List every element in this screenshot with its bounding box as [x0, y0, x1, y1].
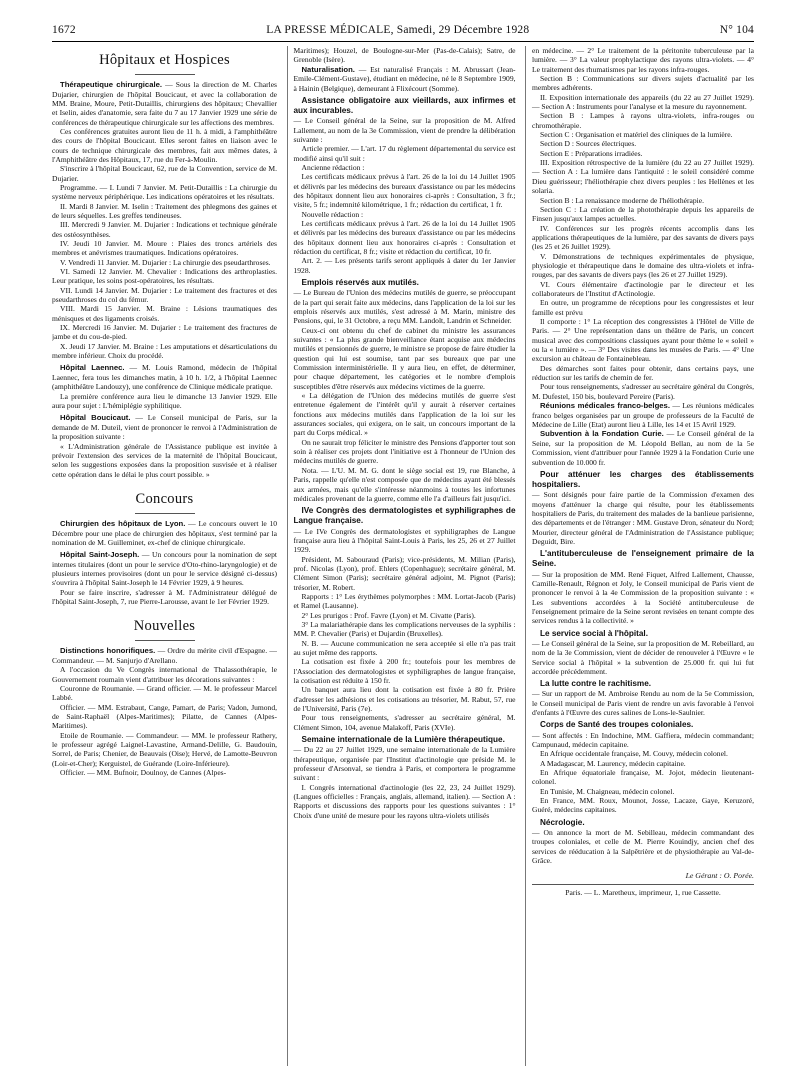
paragraph: S'inscrire à l'hôpital Boucicaut, 62, rue de la Convention, service de M. Dujarier. [52, 164, 277, 183]
paragraph: I. Congrès international d'actinologie (les 22, 23, 24 Juillet 1929). (Langues officielles : Français, anglais, allemand, italien). — Section A : Rapports et discussions des rapports pour les questions suivantes : 1° Choix d'une unité de mesure pour les rayons ultra-violets utilisés [293, 782, 516, 820]
column-1 [52, 46, 277, 1066]
paragraph: Ceux-ci ont obtenu du chef de cabinet du ministre les assurances suivantes : « La plus grande bienveillance étant acquise aux médecins mutilés et pensionnés de guerre, le ministre se propose de faire étudier la question qui lui est soumise, tant par ses bureaux que par une Commission interministérielle. Il y aura lieu, en effet, de déterminer, pour chaque département, les catégories et le nombre d'emplois susceptibles d'être réservés aux médecins victimes de la guerre. [293, 325, 516, 391]
paragraph: Article premier. — L'art. 17 du règlement départemental du service est modifié ainsi qu'il suit : [293, 144, 516, 163]
article-naturalisation: Naturalisation. — Est naturalisé Français : M. Abrussart (Jean-Emile-Clément-Gustave), étudiant en médecine, né le 8 Septembre 1909, à Hainin (Belgique), demeurant à Flixécourt (Somme). [293, 64, 516, 93]
paragraph: La première conférence aura lieu le dimanche 13 Janvier 1929. Elle aura pour sujet : L'hémiplégie syphilitique. [52, 391, 277, 411]
paragraph: On ne saurait trop féliciter le ministre des Pensions d'apporter tout son soin à réaliser ces projets dont l'initiative est à l'honneur de l'Union des médecins mutilés de guerre. [293, 437, 516, 466]
paragraph: II. Exposition internationale des appareils (du 22 au 27 Juillet 1929). — Section A : Instruments pour l'analyse et la mesure du rayonnement. [532, 92, 754, 112]
article-heading: Chirurgien des hôpitaux de Lyon. [60, 518, 186, 528]
article-service-social: Le service social à l'hôpital. — Le Conseil général de la Seine, sur la proposition de M. Rebeillard, au nom de la 3e Commission, vient de décider de renouveler à l'Œuvre « le Service social à l'hôpital » la subvention de 25.000 fr. qui lui fut accordée précédemment. [532, 628, 754, 676]
paragraph: « L'Administration générale de l'Assistance publique est invitée à prévoir l'extension des services de la maternité de l'hôpital Boucicaut, selon les suggestions exposées dans la proposition susvisée et à réaliser cette opération dans le délai le plus court possible. » [52, 441, 277, 479]
paragraph: En Afrique occidentale française, M. Couvy, médecin colonel. [540, 749, 728, 759]
article-distinctions: Distinctions honorifiques. — Ordre du mérite civil d'Espagne. — Commandeur. — M. Sanjurjo d'Arellano. [52, 646, 277, 665]
article-heading: Hôpital Boucicaut. [60, 413, 131, 423]
issue-number: N° 104 [719, 24, 754, 36]
paragraph: 2° Les prurigos : Prof. Favre (Lyon) et M. Civatte (Paris). [301, 610, 476, 620]
article-laennec: Hôpital Laennec. — M. Louis Ramond, médecin de l'hôpital Laennec, fera tous les dimanches matin, à 10 h. 1/2, à l'hôpital Laennec (amphithéâtre Landouzy), une conférence de Clinique médicale pratique. [52, 363, 277, 392]
program-item: V. Vendredi 11 Janvier. M. Dujarier : La chirurgie des pseudarthroses. [60, 257, 271, 267]
paragraph: Un banquet aura lieu dont la cotisation est fixée à 80 fr. Prière d'adresser les adhésions et les cotisations au trésorier, M. Rabut, 57, rue de l'Université, Paris (7e). [293, 685, 516, 714]
paragraph: Officier. — MM. Bufnoir, Doulnoy, de Cannes (Alpes- [60, 768, 227, 778]
paragraph: Etoile de Roumanie. — Commandeur. — MM. le professeur Rathery, le professeur agrégé Laignel-Lavastine, Armand-Delille, G. Baudouin, Sorrel, de Paris; Chenier, de Beauvais (Oise); Hervé, de Lamotte-Beuvron (Loir-et-Cher); Kerguistel, de Guérande (Loire-Inférieure). [52, 730, 277, 768]
header-rule [52, 41, 754, 42]
paragraph: En Tunisie, M. Chaigneau, médecin colonel. [540, 786, 675, 796]
paragraph: Art. 2. — Les présents tarifs seront appliqués à dater du 1er Janvier 1928. [293, 256, 516, 275]
article-heading: Pour atténuer les charges des établissements hospitaliers. [532, 469, 754, 490]
paragraph: III. Exposition rétrospective de la lumière (du 22 au 27 Juillet 1929). — Section A : La lumière dans l'antiquité : le soleil considéré comme Dieu guérisseur; l'héliothérapie chez divers peuples : les Hellènes et les solaria. [532, 158, 754, 196]
paragraph: Les certificats médicaux prévus à l'art. 26 de la loi du 14 Juillet 1905 et délivrés par les médecins des bureaux d'assistance ou par les médecins des hôpitaux donnent lieu aux honoraires ci-après : Consultation, 3 fr.; visite, 5 fr.; indemnité kilométrique, 1 fr.; rédaction du certificat, 1 fr. [293, 172, 516, 210]
article-heading: Subvention à la Fondation Curie. [540, 429, 664, 439]
paragraph: Ces conférences gratuites auront lieu de 11 h. à midi, à l'amphithéâtre des cours de l'hôpital Boucicaut. Elles seront faites en liaison avec le cours de technique chirurgicale des membres, fait aux mêmes dates, à l'Amphithéâtre des Hôpitaux, 17, rue du Fer-à-Moulin. [52, 126, 277, 164]
paragraph: Pour tous renseignements, s'adresser au secrétaire général du Congrès, M. Dufestel, 150 bis, boulevard Pereire (Paris). [532, 382, 754, 401]
column-3 [525, 46, 754, 1066]
program-item: VI. Samedi 12 Janvier. M. Chevalier : Indications des arthroplasties. Leur pratique, les soins post-opératoires, les résultats. [52, 267, 277, 286]
article-congres: IVe Congrès des dermatologistes et syphiligraphes de Langue française. — Le IVe Congrès des dermatologistes et syphiligraphes de Langue française aura lieu à l'hôpital Saint-Louis à Paris, les 25, 26 et 27 Juillet 1929. [293, 506, 516, 555]
paragraph: Section C : Organisation et matériel des cliniques de la lumière. [540, 130, 733, 140]
article-antituberculeuse: L'antituberculeuse de l'enseignement primaire de la Seine. — Sur la proposition de MM. René Fiquet, Alfred Lallement, Chausse, Camille-Renault, Régnon et Joly, le Conseil municipal de Paris vient de prononcer le renvoi à la 4e Commission de la proposition suivante : « Les subventions accordées à la Société antituberculeuse de l'enseignement primaire de la Seine seront revisées en tenant compte des services rendus à la collectivité. » [532, 549, 754, 626]
article-heading: Hôpital Laennec. [60, 363, 125, 373]
article-heading: Hôpital Saint-Joseph. [60, 550, 140, 560]
paragraph: Les certificats médicaux prévus à l'art. 26 de la loi du 14 Juillet 1905 et délivrés par les médecins des bureaux d'assistance ou par les médecins des hôpitaux donnent lieu aux honoraires ci-après : Consultation et rédaction du certificat, 8 fr.; visite et rédaction du certificat, 10 fr. [293, 219, 516, 257]
article-heading: Thérapeutique chirurgicale. [60, 79, 163, 89]
article-necrologie: Nécrologie. — On annonce la mort de M. Sebilleau, médecin commandant des troupes coloniales, et celle de M. Pierre Kouindjy, ancien chef des services de rééducation à la Salpêtrière et de physiothérapie au Val-de-Grâce. [532, 817, 754, 865]
article-reunions: Réunions médicales franco-belges. — Les réunions médicales franco belges organisées par un groupe de professeurs de la Faculté de Médecine de Lille (Etat) auront lieu à Lille, les 14 et 15 Avril 1929. [532, 401, 754, 429]
paragraph: Section E : Préparations irradiées. [540, 148, 643, 158]
program-item: VII. Lundi 14 Janvier. M. Dujarier : Le traitement des fractures et des pseudarthroses du col du fémur. [52, 285, 277, 305]
paragraph: Maritimes); Houzel, de Boulogne-sur-Mer (Pas-de-Calais); Satre, de Grenoble (Isère). [293, 46, 516, 65]
gerant-signature: Le Gérant : O. Porée. [685, 871, 754, 881]
paragraph: Couronne de Roumanie. — Grand officier. — M. le professeur Marcel Labbé. [52, 684, 277, 703]
paragraph: Président, M. Sabouraud (Paris); vice-présidents, M. Milian (Paris), prof. Nicolas (Lyon), prof. Ehlers (Copenhague); secrétaire général, M. Clément Simon (Paris); secrétaire général adjoint, M. Pignot (Paris); trésorier, M. Robert. [293, 554, 516, 592]
program-item: IX. Mercredi 16 Janvier. M. Dujarier : Le traitement des fractures de jambe et du cou-de-pied. [52, 323, 277, 342]
article-heading: Naturalisation. [301, 64, 355, 74]
article-heading: Distinctions honorifiques. [60, 646, 156, 656]
paragraph: Des démarches sont faites pour obtenir, dans certains pays, une réduction sur les tarifs de chemin de fer. [532, 363, 754, 383]
paragraph: Section B : La renaissance moderne de l'héliothérapie. [540, 195, 704, 205]
article-saint-joseph: Hôpital Saint-Joseph. — Un concours pour la nomination de sept internes titulaires (dont un pour le service d'Oto-rhino-laryngologie) et de plusieurs internes provisoires (dont un pour le service désigné ci-dessus) s'ouvrira à l'hôpital Saint-Joseph le 14 Février 1929, à 9 heures. [52, 550, 277, 588]
article-columns [52, 46, 754, 1066]
article-corps-sante: Corps de Santé des troupes coloniales. — Sont affectés : En Indochine, MM. Gaffiera, médecin commandant; Campunaud, médecin capitaine. [532, 720, 754, 749]
page-number: 1672 [52, 24, 76, 36]
section-rule [135, 74, 195, 75]
paragraph: En France, MM. Roux, Mounot, Josse, Lacaze, Gaye, Keruzoré, Guéré, médecins capitaines. [532, 796, 754, 815]
paragraph: N. B. — Aucune communication ne sera acceptée si elle n'a pas trait au sujet même des rapports. [293, 638, 516, 657]
article-chirurgien-lyon: Chirurgien des hôpitaux de Lyon. — Le concours ouvert le 10 Décembre pour une place de chirurgien des hôpitaux, s'est terminé par la nomination de M. Guilleminet, ex-chef de clinique chirurgicale. [52, 518, 277, 547]
paragraph: En Afrique équatoriale française, M. Jojot, médecin lieutenant-colonel. [532, 767, 754, 787]
article-heading: Assistance obligatoire aux vieillards, aux infirmes et aux incurables. [293, 95, 516, 116]
paragraph: V. Démonstrations de techniques expérimentales de physique, physiologie et thérapeutique dans le domaine des ultra-violets et infra-rouges, par des savants de divers pays (les 26 et 27 Juillet 1929). [532, 251, 754, 280]
paragraph: Pour se faire inscrire, s'adresser à M. l'Administrateur délégué de l'hôpital Saint-Joseph, 7, rue Pierre-Larousse, avant le 1er Février 1929. [52, 587, 277, 607]
printer-line: Paris. — L. Maretheux, imprimeur, 1, rue Cassette. [532, 884, 754, 897]
program-item: Programme. — I. Lundi 7 Janvier. M. Petit-Dutaillis : La chirurgie du système nerveux périphérique. Les indications opératoires et les résultats. [52, 182, 277, 202]
section-heading-nouvelles: Nouvelles [133, 618, 196, 635]
article-heading: L'antituberculeuse de l'enseignement primaire de la Seine. [532, 549, 754, 569]
article-heading: IVe Congrès des dermatologistes et syphiligraphes de Langue française. [293, 506, 516, 526]
section-rule [135, 640, 195, 641]
page-header [52, 21, 754, 39]
paragraph: VI. Cours élémentaire d'actinologie par le directeur et les collaborateurs de l'Institut d'Actinologie. [532, 279, 754, 298]
paragraph: Nouvelle rédaction : [301, 209, 364, 219]
article-assistance: Assistance obligatoire aux vieillards, aux infirmes et aux incurables. — Le Conseil général de la Seine, sur la proposition de M. Alfred Lallement, au nom de la 3e Commission, vient de prendre la délibération suivante : [293, 95, 516, 144]
article-heading: Emplois réservés aux mutilés. [301, 278, 419, 288]
article-therapeutique: Thérapeutique chirurgicale. — Sous la direction de M. Charles Dujarier, chirurgien de l'hôpital Boucicaut, et avec la collaboration de MM. Braine, Moure, Petit-Dutaillis, chirurgiens des hôpitaux; Chevallier et Iselin, aides d'anatomie, sera faite du 7 au 17 Janvier 1929 une série de conférences de thérapeutique chirurgicale sur les affections des membres. [52, 79, 277, 127]
paragraph: La cotisation est fixée à 200 fr.; toutefois pour les membres de l'Association des dermatologistes et syphiligraphes de langue française, la cotisation est réduite à 150 fr. [293, 657, 516, 686]
paragraph: Rapports : 1° Les érythèmes polymorphes : MM. Lortat-Jacob (Paris) et Ramel (Lausanne). [293, 591, 516, 611]
program-item: VIII. Mardi 15 Janvier. M. Braine : Lésions traumatiques des ménisques et des ligaments croisés. [52, 304, 277, 323]
paragraph: Section D : Sources électriques. [540, 139, 637, 149]
paragraph: A l'occasion du Ve Congrès international de Thalassothérapie, le Gouvernement roumain vient d'attribuer les décorations suivantes : [52, 665, 277, 684]
section-heading-hopitaux: Hôpitaux et Hospices [99, 52, 230, 68]
paragraph: Section B : Lampes à rayons ultra-violets, infra-rouges ou chromothérapie. [532, 111, 754, 130]
paragraph: Section C : La création de la photothérapie depuis les appareils de Finsen jusqu'aux lampes actuelles. [532, 204, 754, 224]
article-heading: Le service social à l'hôpital. [540, 628, 648, 638]
paragraph: A Madagascar, M. Laurency, médecin capitaine. [540, 758, 686, 768]
program-item: IV. Jeudi 10 Janvier. M. Moure : Plaies des troncs artériels des membres et anévrismes traumatiques. Indications opératoires. [52, 239, 277, 258]
article-emplois: Emplois réservés aux mutilés. — Le Bureau de l'Union des médecins mutilés de guerre, se préoccupant de la part qui serait faite aux médecins, dans l'application de la loi sur les emplois réservés aux mutilés, s'est adressé à M. Marin, ministre des Pensions, qui, le 31 Octobre, a reçu MM. Landolt, Landrin et Schneider. [293, 278, 516, 326]
paragraph: « La délégation de l'Union des médecins mutilés de guerre s'est entretenue également de l'intérêt qu'il y aurait à réserver certaines fonctions aux médecins mutilés dans l'application de la loi sur les assurances sociales, qui exigera, on le sait, un concours important de la part du Corps médical. » [293, 391, 516, 438]
paragraph: En outre, un programme de réceptions pour les congressistes et leur famille est prévu [532, 298, 754, 317]
paragraph: Section B : Communications sur divers sujets d'actualité par les membres adhérents. [532, 74, 754, 93]
article-rachitisme: La lutte contre le rachitisme. — Sur un rapport de M. Ambroise Rendu au nom de la 5e Commission, le Conseil municipal de Paris vient de rendre un avis favorable à l'envoi d'enfants à l'Œuvre des cures salines de Lons-le-Saulnier. [532, 679, 754, 718]
paragraph: Officier. — MM. Estrabaut, Cange, Pamart, de Paris; Vadon, Jumond, de Saint-Raphaël (Alpes-Maritimes); Pilatte, de Cannes (Alpes-Maritimes). [52, 702, 277, 731]
program-item: III. Mercredi 9 Janvier. M. Dujarier : Indications et technique générale des ostéosynthèses. [52, 220, 277, 239]
article-heading: La lutte contre le rachitisme. [540, 679, 652, 689]
section-rule [135, 513, 195, 514]
article-heading: Réunions médicales franco-belges. [540, 401, 670, 411]
paragraph: en médecine. — 2° Le traitement de la péritonite tuberculeuse par la lumière. — 3° La valeur prophylactique des rayons ultra-violets. — 4° Le traitement des rhumatismes par les rayons infra-rouges. [532, 46, 754, 74]
program-item: X. Jeudi 17 Janvier. M. Braine : Les amputations et désarticulations du membre inférieur. Choix du procédé. [52, 341, 277, 361]
column-2 [287, 46, 516, 1066]
article-heading: Corps de Santé des troupes coloniales. [540, 720, 694, 730]
paragraph: 3° La malariathérapie dans les complications nerveuses de la syphilis : MM. P. Chevalier (Paris) et Dujardin (Bruxelles). [293, 619, 516, 639]
article-boucicaut: Hôpital Boucicaut. — Le Conseil municipal de Paris, sur la demande de M. Duteil, vient de prononcer le renvoi à l'Administration de la proposition suivante : [52, 413, 277, 442]
article-heading: Nécrologie. [540, 817, 585, 827]
paragraph: IV. Conférences sur les progrès récents accomplis dans les applications thérapeutiques de la lumière, par des savants de divers pays (les 25 et 26 Juillet 1929). [532, 223, 754, 252]
paragraph: Pour tous renseignements, s'adresser au secrétaire général, M. Clément Simon, 104, avenue Malakoff, Paris (XVIe). [293, 713, 516, 732]
paragraph: Il comporte : 1° La réception des congressistes à l'Hôtel de Ville de Paris. — 2° Une représentation dans un théâtre de Paris, un concert musical avec des compositions classiques ayant pour thème le « soleil » ou la « lumière ». — 3° Des visites dans les musées de Paris. — 4° Une excursion au château de Fontainebleau. [532, 316, 754, 364]
paragraph: Nota. — L'U. M. M. G. dont le siège social est 19, rue Blanche, à Paris, rappelle qu'elle n'est composée que de médecins ayant été blessés aux armées, mais qu'elle s'intéresse néanmoins à toutes les infortunes médicales provenant de la guerre, comme elle l'a d'ailleurs fait jusqu'ici. [293, 465, 516, 503]
article-etablissements: Pour atténuer les charges des établissements hospitaliers. — Sont désignés pour faire partie de la Commission d'examen des moyens d'atténuer la charge qui résulte, pour les établissements hospitaliers de Paris, du traitement des malades de la banlieue parisienne, des départements et de l'étranger : MM. Gustave Dron, sénateur du Nord; Mourier, directeur général de l'Administration de l'Assistance publique; Deguidt, Bire. [532, 469, 754, 546]
section-heading-concours: Concours [135, 491, 194, 508]
program-item: II. Mardi 8 Janvier. M. Iselin : Traitement des phlegmons des gaines et de leurs séquelles. Les greffes tendineuses. [52, 201, 277, 220]
journal-title: LA PRESSE MÉDICALE, Samedi, 29 Décembre 1928 [266, 24, 530, 36]
article-subvention-curie: Subvention à la Fondation Curie. — Le Conseil général de la Seine, sur la proposition de M. Léopold Bellan, au nom de la 5e Commission, vient d'attribuer pour l'année 1929 à la Fondation Curie une subvention de 10.000 fr. [532, 429, 754, 467]
paragraph: Ancienne rédaction : [301, 162, 365, 172]
article-heading: Semaine internationale de la Lumière thérapeutique. [301, 735, 505, 745]
article-semaine-lumiere: Semaine internationale de la Lumière thérapeutique. — Du 22 au 27 Juillet 1929, une semaine internationale de la Lumière thérapeutique, organisée par l'Institut d'actinologie que préside M. le professeur d'Arsonval, se tiendra à Paris, et comportera le programme suivant : [293, 735, 516, 783]
